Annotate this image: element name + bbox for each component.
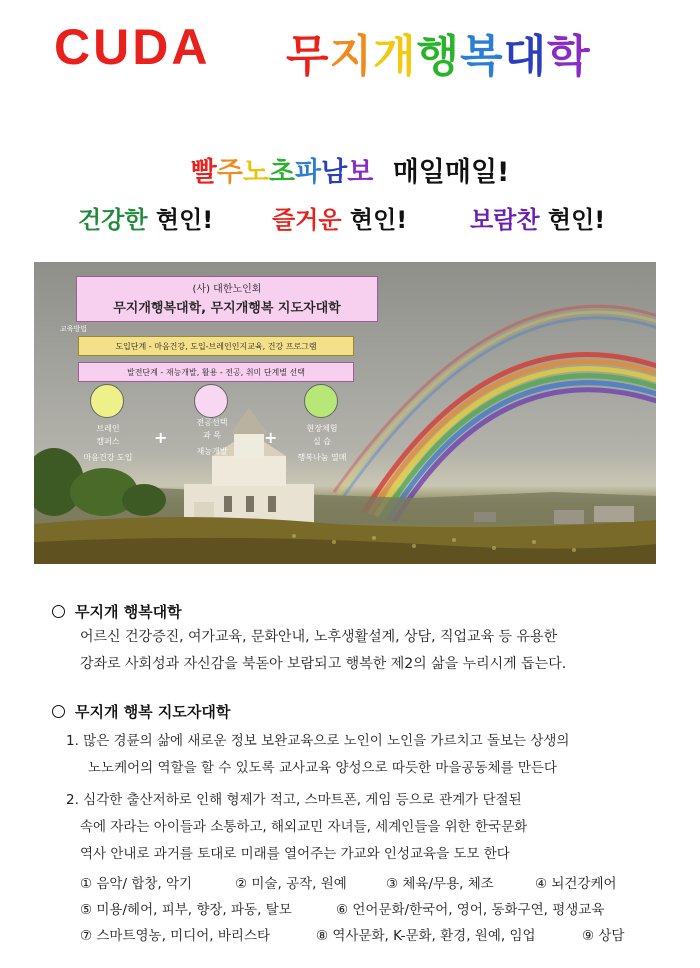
- subject-item: ⑤ 미용/헤어, 피부, 향장, 파동, 탈모: [80, 902, 292, 918]
- rainbow-slogan-char: 남: [321, 157, 348, 188]
- plus-sign: +: [264, 428, 278, 447]
- circle-bullet-icon: [52, 605, 65, 618]
- motto-line: [0, 200, 700, 236]
- rainbow-slogan-char: 노: [242, 157, 269, 188]
- rainbow-title-char: 학: [547, 31, 591, 82]
- development-stage-bar: 발전단계 - 재능개발, 활용 - 전공, 취미 단계별 선택: [78, 362, 354, 382]
- motto-word: 보람찬: [470, 206, 540, 234]
- organization-name: (사) 대한노인회: [192, 284, 262, 295]
- rainbow-title-char: 무: [286, 31, 330, 82]
- rainbow-university-title: [286, 20, 591, 84]
- rainbow-slogan-char: 초: [268, 157, 296, 188]
- subject-item: ⑨ 상담: [582, 928, 625, 944]
- motto-joyful: [272, 200, 407, 235]
- rainbow-slogan-char: 파: [295, 157, 322, 188]
- subject-item: ③ 체육/무용, 체조: [386, 876, 494, 892]
- organization-programs: 무지개행복대학, 무지개행복 지도자대학: [113, 301, 341, 316]
- rainbow-church-photo: [34, 262, 656, 564]
- rainbow-title-char: 행: [416, 31, 461, 82]
- motto-healthy: [78, 200, 213, 235]
- rainbow-title-char: 대: [503, 31, 548, 82]
- motto-tail: 현인!: [155, 206, 214, 234]
- field-practice-circle: [304, 384, 338, 418]
- rainbow-title-char: 개: [373, 31, 417, 82]
- method-tag: 교육방법: [60, 325, 88, 333]
- slogan-line: [0, 150, 700, 189]
- intro-stage-bar: 도입단계 - 마음건강, 도입-브레인인지교육, 건강 프로그램: [78, 336, 354, 356]
- motto-tail: 현인!: [349, 206, 408, 234]
- page-title: [48, 18, 668, 88]
- slogan-suffix: 매일매일!: [392, 157, 510, 188]
- section-heading-leaders: 무지개 행복 지도자대학: [52, 701, 230, 722]
- motto-word: 건강한: [78, 206, 148, 234]
- subject-item: ② 미술, 공작, 원예: [235, 876, 347, 892]
- subject-item: ⑦ 스마트영농, 미디어, 바리스타: [80, 928, 271, 944]
- subject-item: ① 음악/ 합창, 악기: [80, 876, 193, 892]
- circle-label-3: 현장체험 실 습 행복나눔 열매: [297, 424, 347, 462]
- subject-item: ⑧ 역사문화, K-문화, 환경, 원예, 임업: [316, 928, 536, 944]
- circle-label-1: 브레인 캠퍼스 마음건강 도입: [83, 424, 133, 462]
- brain-campus-circle: [90, 384, 124, 418]
- motto-tail: 현인!: [547, 206, 606, 234]
- section-heading-university: 무지개 행복대학: [52, 601, 182, 622]
- list-item-1: 1. 많은 경륜의 삶에 새로운 정보 보완교육으로 노인이 노인을 가르치고 돌보는 상생의 노노케어의 역할을 할 수 있도록 교사교육 양성으로 따듯한 마을공동체를 만든다: [66, 733, 570, 776]
- major-selection-circle: [194, 384, 228, 418]
- subject-item: ⑥ 언어문화/한국어, 영어, 동화구연, 평생교육: [336, 902, 605, 918]
- brand-logo-text: CUDA: [54, 19, 211, 75]
- plus-sign: +: [154, 428, 168, 447]
- motto-rewarding: [470, 200, 605, 235]
- circle-label-2: 전공선택 과 목 재능개발: [196, 418, 228, 456]
- rainbow-colors-slogan: [191, 157, 374, 188]
- rainbow-slogan-char: 보: [347, 157, 374, 188]
- rainbow-title-char: 지: [329, 31, 374, 82]
- motto-word: 즐거운: [272, 206, 342, 234]
- circle-bullet-icon: [52, 705, 65, 718]
- list-item-2: 2. 심각한 출산저하로 인해 형제가 적고, 스마트폰, 게임 등으로 관계가 단절된 속에 자라는 아이들과 소통하고, 해외교민 자녀들, 세계인들을 위한 한국문화 역사 안내로 과거를 토대로 미래를 열어주는 가교와 인성교육을 도모 한다: [66, 792, 528, 862]
- rainbow-slogan-char: 빨: [190, 157, 217, 188]
- university-description: 어르신 건강증진, 여가교육, 문화안내, 노후생활설계, 상담, 직업교육 등 유용한 강좌로 사회성과 자신감을 북돋아 보람되고 행복한 제2의 삶을 누리시게 돕는다.: [80, 629, 567, 672]
- subject-item: ④ 뇌건강케어: [535, 876, 617, 892]
- rainbow-title-char: 복: [460, 31, 504, 82]
- organization-box: [76, 276, 378, 322]
- rainbow-slogan-char: 주: [216, 157, 243, 188]
